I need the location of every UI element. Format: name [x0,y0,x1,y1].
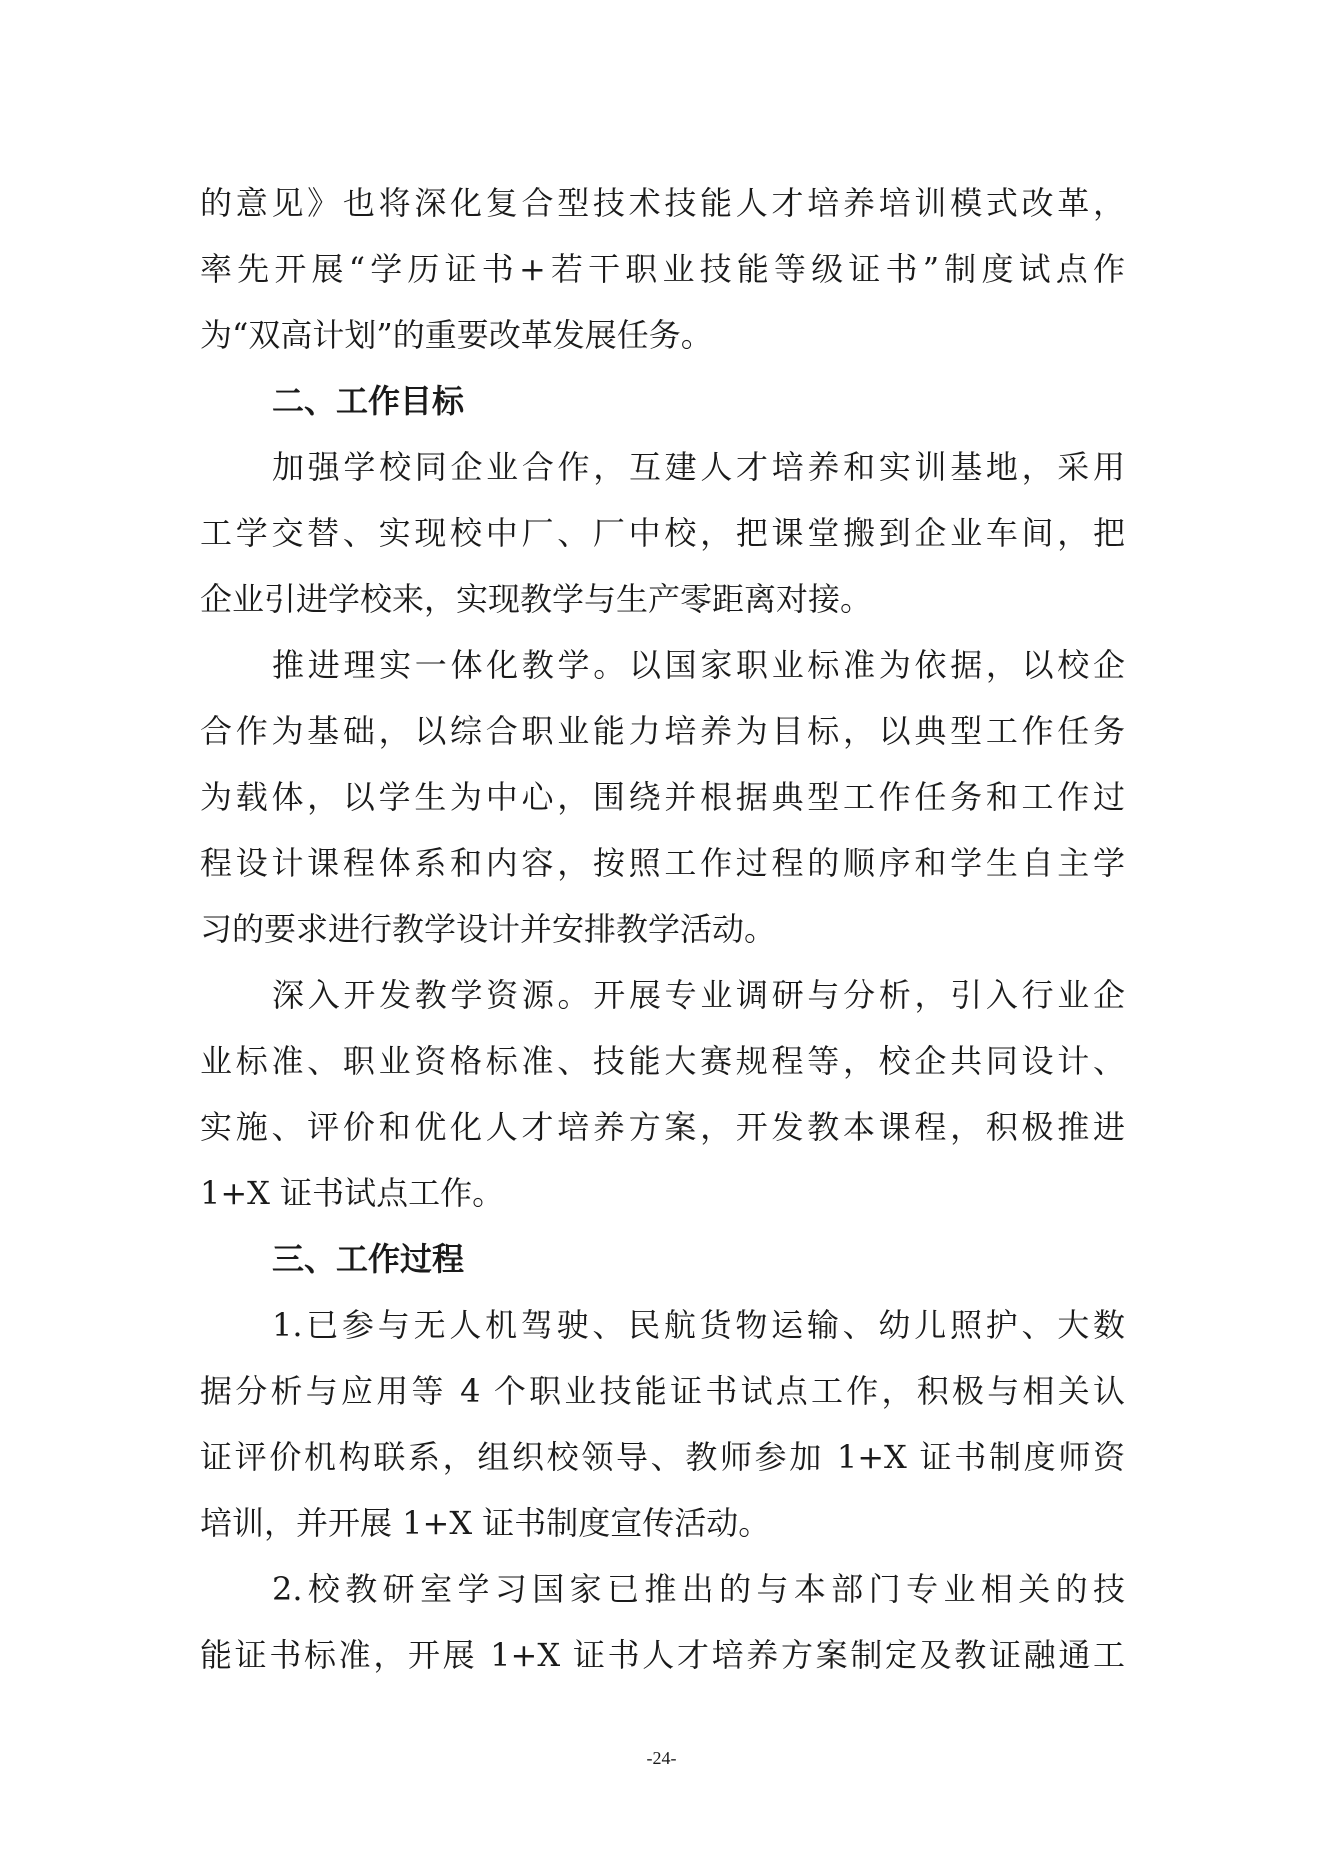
text-line: 习的要求进行教学设计并安排教学活动。 [200,910,777,948]
text-line: 率先开展“学历证书+若干职业技能等级证书”制度试点作 [200,250,1125,288]
text-line: 工学交替、实现校中厂、厂中校，把课堂搬到企业车间，把 [200,514,1125,552]
text-line: 为“双高计划”的重要改革发展任务。 [200,316,713,354]
text-line: 据分析与应用等 4 个职业技能证书试点工作，积极与相关认 [200,1372,1125,1410]
text-line: 合作为基础，以综合职业能力培养为目标，以典型工作任务 [200,712,1125,750]
paragraph-process-1 [200,1292,1125,1556]
text-line: 程设计课程体系和内容，按照工作过程的顺序和学生自主学 [200,844,1125,882]
text-line: 深入开发教学资源。开展专业调研与分析，引入行业企 [272,976,1125,1014]
paragraph-goal-3 [200,962,1125,1226]
text-line: 推进理实一体化教学。以国家职业标准为依据，以校企 [272,646,1125,684]
section-heading-goals: 二、工作目标 [272,382,465,420]
text-line: 的意见》也将深化复合型技术技能人才培养培训模式改革， [200,184,1125,222]
text-line: 业标准、职业资格标准、技能大赛规程等，校企共同设计、 [200,1042,1125,1080]
text-line: 能证书标准，开展 1+X 证书人才培养方案制定及教证融通工 [200,1636,1125,1674]
text-line: 1.已参与无人机驾驶、民航货物运输、幼儿照护、大数 [272,1306,1125,1344]
document-body [200,170,1125,1688]
page-number: -24- [646,1748,677,1768]
text-line: 证评价机构联系，组织校领导、教师参加 1+X 证书制度师资 [200,1438,1125,1476]
paragraph-process-2 [200,1556,1125,1688]
paragraph-intro [200,170,1125,368]
text-line: 企业引进学校来，实现教学与生产零距离对接。 [200,580,873,618]
paragraph-goal-2 [200,632,1125,962]
text-line: 1+X 证书试点工作。 [200,1174,505,1212]
section-heading-process: 三、工作过程 [272,1240,465,1278]
text-line: 为载体，以学生为中心，围绕并根据典型工作任务和工作过 [200,778,1125,816]
text-line: 2.校教研室学习国家已推出的与本部门专业相关的技 [272,1570,1125,1608]
text-line: 实施、评价和优化人才培养方案，开发教本课程，积极推进 [200,1108,1125,1146]
text-line: 加强学校同企业合作，互建人才培养和实训基地，采用 [272,448,1125,486]
paragraph-goal-1 [200,434,1125,632]
text-line: 培训，并开展 1+X 证书制度宣传活动。 [200,1504,771,1542]
